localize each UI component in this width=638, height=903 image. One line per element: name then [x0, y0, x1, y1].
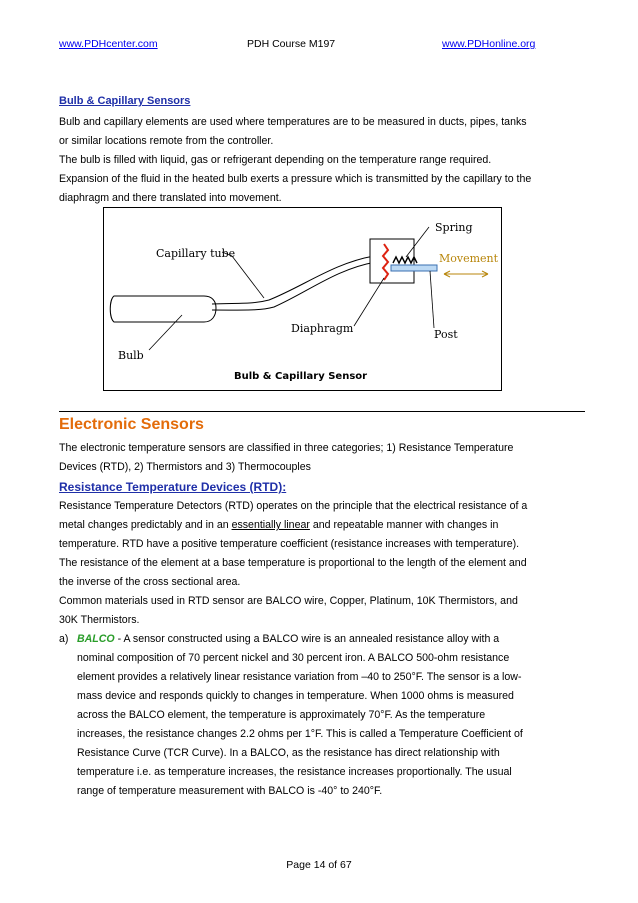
- balco-first-line-rest: - A sensor constructed using a BALCO wire is an annealed resistance alloy with a: [114, 633, 500, 645]
- electronic-paragraph-line: The electronic temperature sensors are classified in three categories; 1) Resistance Temperature: [59, 442, 514, 454]
- label-spring: Spring: [435, 221, 473, 234]
- bulb-paragraph-line: The bulb is filled with liquid, gas or refrigerant depending on the temperature range required.: [59, 154, 492, 166]
- bulb-shape: [110, 296, 216, 322]
- bulb-section-heading: Bulb & Capillary Sensors: [59, 95, 191, 107]
- section-divider: [59, 411, 585, 412]
- rtd-paragraph-line: Common materials used in RTD sensor are BALCO wire, Copper, Platinum, 10K Thermistors, and: [59, 595, 518, 607]
- post-rod: [391, 265, 437, 271]
- bulb-capillary-figure: [103, 207, 502, 391]
- balco-paragraph-line: across the BALCO element, the temperature is approximately 70°F. As the temperature: [77, 709, 486, 721]
- balco-first-line: [77, 630, 499, 649]
- electronic-paragraph-line: Devices (RTD), 2) Thermistors and 3) Thermocouples: [59, 461, 311, 473]
- balco-paragraph-line: nominal composition of 70 percent nickel and 30 percent iron. A BALCO 500-ohm resistance: [77, 652, 510, 664]
- balco-paragraph-line: increases, the resistance changes 2.2 ohms per 1°F. This is called a Temperature Coefficient of: [77, 728, 523, 740]
- bulb-paragraph-line: or similar locations remote from the controller.: [59, 135, 274, 147]
- label-bulb: Bulb: [118, 349, 144, 362]
- label-diaphragm: Diaphragm: [291, 322, 354, 335]
- figure-caption: Bulb & Capillary Sensor: [234, 371, 368, 382]
- essentially-linear-underlined: essentially linear: [231, 519, 310, 531]
- balco-paragraph-line: temperature i.e. as temperature increases, the resistance increases proportionally. The usual: [77, 766, 512, 778]
- rtd-paragraph-line: [59, 516, 498, 535]
- label-movement: Movement: [439, 252, 499, 265]
- balco-paragraph-line: range of temperature measurement with BALCO is -40° to 240°F.: [77, 785, 383, 797]
- label-capillary-tube: Capillary tube: [156, 247, 236, 260]
- electronic-sensors-heading: Electronic Sensors: [59, 416, 204, 433]
- rtd-line2-pre: metal changes predictably and in an: [59, 519, 232, 531]
- bulb-paragraph-line: diaphragm and there translated into movement.: [59, 192, 282, 204]
- rtd-heading: Resistance Temperature Devices (RTD):: [59, 480, 287, 494]
- rtd-paragraph-line: the inverse of the cross sectional area.: [59, 576, 241, 588]
- page-number: Page 14 of 67: [286, 859, 352, 871]
- balco-paragraph-line: element provides a relatively linear resistance variation from –40 to 250°F. The sensor is a low-: [77, 671, 522, 683]
- balco-paragraph-line: Resistance Curve (TCR Curve). In a BALCO, as the resistance has direct relationship with: [77, 747, 500, 759]
- header-right-link[interactable]: www.PDHonline.org: [442, 38, 536, 50]
- rtd-paragraph-line: The resistance of the element at a base temperature is proportional to the length of the element and: [59, 557, 527, 569]
- balco-term: BALCO: [77, 633, 115, 645]
- rtd-paragraph-line: temperature. RTD have a positive temperature coefficient (resistance increases with temperature).: [59, 538, 520, 550]
- label-post: Post: [434, 328, 458, 341]
- rtd-line2-post: and repeatable manner with changes in: [309, 519, 499, 531]
- bulb-paragraph-line: Expansion of the fluid in the heated bulb exerts a pressure which is transmitted by the capillary to the: [59, 173, 532, 185]
- header-course-title: PDH Course M197: [247, 38, 336, 50]
- rtd-paragraph-line: 30K Thermistors.: [59, 614, 140, 626]
- capillary-tube: [212, 254, 384, 304]
- header-left-link[interactable]: www.PDHcenter.com: [59, 38, 158, 50]
- bulb-paragraph-line: Bulb and capillary elements are used where temperatures are to be measured in ducts, pipes, tanks: [59, 116, 527, 128]
- rtd-paragraph-line: Resistance Temperature Detectors (RTD) operates on the principle that the electrical resistance of a: [59, 500, 528, 512]
- list-marker: a): [59, 633, 69, 645]
- balco-paragraph-line: mass device and responds quickly to changes in temperature. When 1000 ohms is measured: [77, 690, 514, 702]
- housing-box: [370, 239, 414, 283]
